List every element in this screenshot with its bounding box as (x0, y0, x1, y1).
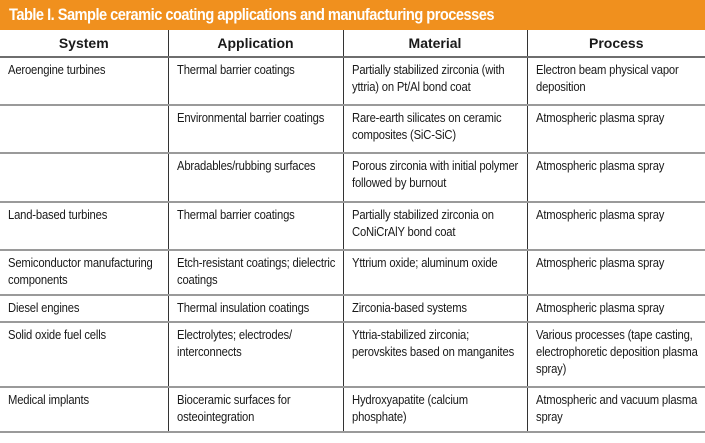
table-title-bar (0, 0, 705, 30)
cell-system: Diesel engines (0, 295, 168, 322)
cell-system: Land-based turbines (0, 202, 168, 250)
cell-material: Yttrium oxide; aluminum oxide (343, 250, 527, 295)
cell-application: Etch-resistant coatings; dielectric coatings (168, 250, 343, 295)
table-row (0, 322, 705, 387)
cell-material: Partially stabilized zirconia (with yttria) on Pt/Al bond coat (343, 57, 527, 105)
column-header-system: System (0, 30, 168, 57)
cell-system: Solid oxide fuel cells (0, 322, 168, 387)
cell-process: Atmospheric plasma spray (527, 153, 705, 202)
table-title: Table I. Sample ceramic coating applications and manufacturing processes (9, 5, 494, 24)
cell-system (0, 153, 168, 202)
table-row (0, 57, 705, 105)
cell-system (0, 105, 168, 153)
coating-applications-table (0, 30, 705, 433)
cell-application: Environmental barrier coatings (168, 105, 343, 153)
table-row (0, 153, 705, 202)
cell-process: Atmospheric plasma spray (527, 250, 705, 295)
cell-process: Atmospheric and vacuum plasma spray (527, 387, 705, 432)
cell-application: Electrolytes; electrodes/ interconnects (168, 322, 343, 387)
cell-material: Porous zirconia with initial polymer followed by burnout (343, 153, 527, 202)
cell-process: Electron beam physical vapor deposition (527, 57, 705, 105)
cell-material: Rare-earth silicates on ceramic composites (SiC-SiC) (343, 105, 527, 153)
cell-process: Atmospheric plasma spray (527, 202, 705, 250)
cell-system: Medical implants (0, 387, 168, 432)
cell-process: Atmospheric plasma spray (527, 105, 705, 153)
cell-system: Semiconductor manufacturing components (0, 250, 168, 295)
cell-application: Abradables/rubbing surfaces (168, 153, 343, 202)
cell-process: Various processes (tape casting, electrophoretic deposition plasma spray) (527, 322, 705, 387)
table-row (0, 250, 705, 295)
cell-application: Thermal barrier coatings (168, 57, 343, 105)
column-header-application: Application (168, 30, 343, 57)
column-header-process: Process (527, 30, 705, 57)
cell-application: Thermal barrier coatings (168, 202, 343, 250)
cell-material: Hydroxyapatite (calcium phosphate) (343, 387, 527, 432)
table-row (0, 105, 705, 153)
table-row (0, 202, 705, 250)
cell-system: Aeroengine turbines (0, 57, 168, 105)
header-row (0, 30, 705, 57)
table-row (0, 387, 705, 432)
cell-material: Zirconia-based systems (343, 295, 527, 322)
cell-process: Atmospheric plasma spray (527, 295, 705, 322)
column-header-material: Material (343, 30, 527, 57)
table-row (0, 295, 705, 322)
cell-material: Partially stabilized zirconia on CoNiCrAlY bond coat (343, 202, 527, 250)
cell-material: Yttria-stabilized zirconia; perovskites based on manganites (343, 322, 527, 387)
cell-application: Bioceramic surfaces for osteointegration (168, 387, 343, 432)
cell-application: Thermal insulation coatings (168, 295, 343, 322)
